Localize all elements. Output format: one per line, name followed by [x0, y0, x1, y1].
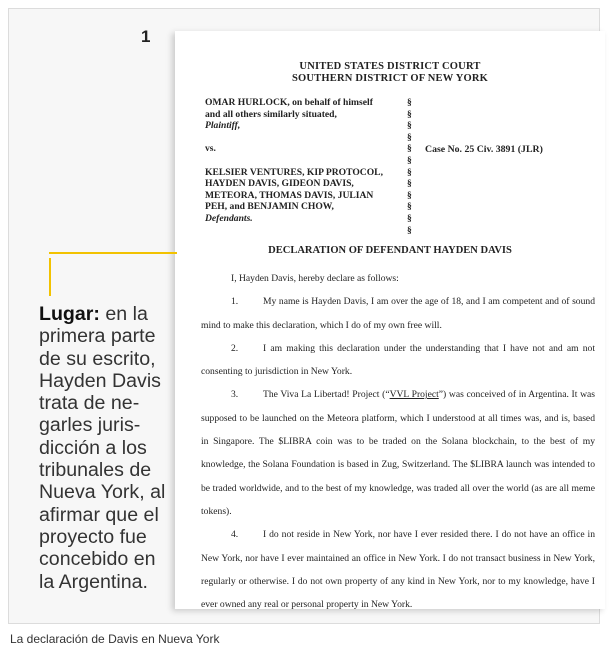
vvl-project-term: VVL Project	[389, 389, 439, 401]
paragraph-text: The Viva La Libertad! Project (“	[263, 389, 390, 401]
case-caption-parties	[205, 97, 383, 225]
defendant-line: PEH, and BENJAMIN CHOW,	[205, 201, 334, 213]
paragraph-1	[201, 290, 595, 337]
page-number: 1	[141, 27, 151, 46]
declaration-body	[201, 267, 595, 616]
defendant-line: HAYDEN DAVIS, GIDEON DAVIS,	[205, 178, 354, 190]
court-name-line2: SOUTHERN DISTRICT OF NEW YORK	[291, 73, 488, 84]
defendant-line: METEORA, THOMAS DAVIS, JULIAN	[205, 189, 374, 201]
section-marks: § § § § § § § § § § § §	[407, 97, 412, 236]
paragraph-text: I do not reside in New York, nor have I ever resided there. I do not have an office in New York, nor have I ever maintained an office in New York. I do not transact business in New York, regularly or otherwise. I do not own property of any kind in New York, nor to my knowledge, have I ever owned any real or personal property in New York.	[201, 529, 595, 611]
paragraph-number: 4.	[231, 529, 239, 541]
callout-line	[49, 258, 51, 296]
plaintiff-role: Plaintiff,	[205, 120, 241, 132]
image-caption: La declaración de Davis en Nueva York	[10, 632, 220, 646]
paragraph-2	[201, 337, 595, 384]
versus-label: vs.	[205, 143, 216, 155]
defendant-role: Defendants.	[205, 212, 253, 224]
paragraph-number: 1.	[231, 296, 239, 308]
declaration-intro: I, Hayden Davis, hereby declare as follows:	[231, 273, 399, 284]
annotation-text: en la primera parte de su escrito, Hayden Davis trata de negarles jurisdicción a los tribunales de Nueva York, al afirmar que el proyecto fue concebido en la Argentina.	[39, 303, 166, 593]
plaintiff-line: and all others similarly situated,	[205, 108, 337, 120]
court-document	[175, 31, 605, 609]
paragraph-number: 2.	[231, 342, 239, 354]
callout-line	[49, 252, 177, 254]
annotation-lead: Lugar:	[39, 303, 100, 325]
declaration-title: DECLARATION OF DEFENDANT HAYDEN DAVIS	[268, 245, 512, 256]
court-name-line1: UNITED STATES DISTRICT COURT	[299, 61, 481, 72]
paragraph-text: I am making this declaration under the understanding that I have not and am not consenting to jurisdiction in New York.	[201, 342, 595, 378]
image-frame	[8, 8, 600, 624]
case-number: Case No. 25 Civ. 3891 (JLR)	[425, 144, 543, 155]
defendant-line: KELSIER VENTURES, KIP PROTOCOL,	[205, 166, 383, 178]
plaintiff-line: OMAR HURLOCK, on behalf of himself	[205, 97, 373, 108]
paragraph-number: 3.	[231, 389, 239, 401]
paragraph-text: ”) was conceived of in Argentina. It was supposed to be launched on the Meteora platform, which I understood at all times was, and is, based in Singapore. The $LIBRA coin was to be traded on the Solana blockchain, to the best of my knowledge, the Solana Foundation is based in Zug, Switzerland. The $LIBRA launch was intended to be traded worldwide, and to the best of my knowledge, was traded all over the world (as are all meme tokens).	[201, 389, 595, 517]
paragraph-4	[201, 523, 595, 616]
paragraph-3	[201, 383, 595, 523]
annotation-note	[39, 303, 171, 593]
paragraph-text: My name is Hayden Davis, I am over the age of 18, and I am competent and of sound mind to make this declaration, which I do of my own free will.	[201, 296, 595, 331]
